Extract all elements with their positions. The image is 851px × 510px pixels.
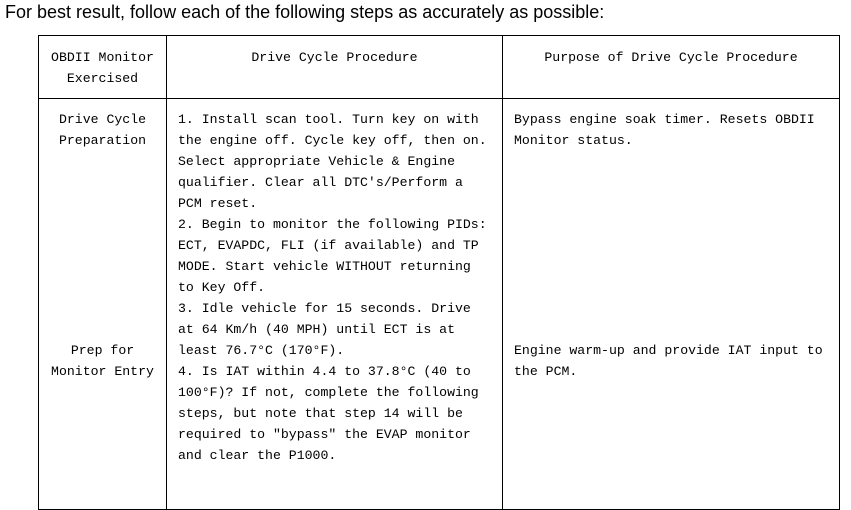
- header-monitor-line2: Exercised: [66, 71, 139, 86]
- procedure-line: MODE. Start vehicle WITHOUT returning: [178, 259, 471, 274]
- procedure-line: required to "bypass" the EVAP monitor: [178, 427, 471, 442]
- header-monitor: [39, 36, 167, 99]
- header-monitor-line1: OBDII Monitor: [51, 50, 154, 65]
- monitor-cell: [39, 99, 167, 510]
- monitor-0-line2: Preparation: [58, 133, 147, 148]
- header-purpose-label: Purpose of Drive Cycle Procedure: [544, 50, 798, 65]
- intro-text: For best result, follow each of the following steps as accurately as possible:: [5, 2, 605, 22]
- purpose-1-line2: the PCM.: [514, 364, 578, 379]
- monitor-1-line2: Monitor Entry: [51, 364, 154, 379]
- table-row: [39, 99, 840, 510]
- purpose-cell: [503, 99, 840, 510]
- header-purpose: [503, 36, 840, 99]
- procedure-line: 1. Install scan tool. Turn key on with: [178, 112, 479, 127]
- procedure-line: ECT, EVAPDC, FLI (if available) and TP: [178, 238, 479, 253]
- procedure-line: at 64 Km/h (40 MPH) until ECT is at: [178, 322, 455, 337]
- procedure-line: 3. Idle vehicle for 15 seconds. Drive: [178, 301, 471, 316]
- header-procedure: [167, 36, 503, 99]
- procedure-line: 2. Begin to monitor the following PIDs:: [178, 217, 487, 232]
- procedure-line: Select appropriate Vehicle & Engine: [178, 154, 455, 169]
- header-row: [39, 36, 840, 99]
- procedure-cell: [167, 99, 503, 510]
- monitor-0-line1: Drive Cycle: [58, 112, 147, 127]
- procedure-line: 4. Is IAT within 4.4 to 37.8°C (40 to: [178, 364, 471, 379]
- drive-cycle-table: [38, 35, 840, 510]
- header-procedure-label: Drive Cycle Procedure: [251, 50, 418, 65]
- purpose-0-line1: Bypass engine soak timer. Resets OBDII: [514, 112, 815, 127]
- purpose-0-line2: Monitor status.: [514, 133, 633, 148]
- procedure-line: and clear the P1000.: [178, 448, 337, 463]
- procedure-line: least 76.7°C (170°F).: [178, 343, 345, 358]
- procedure-line: PCM reset.: [178, 196, 258, 211]
- procedure-line: 100°F)? If not, complete the following: [178, 385, 479, 400]
- procedure-line: the engine off. Cycle key off, then on.: [178, 133, 487, 148]
- procedure-line: to Key Off.: [178, 280, 266, 295]
- procedure-line: steps, but note that step 14 will be: [178, 406, 463, 421]
- purpose-1-line1: Engine warm-up and provide IAT input to: [514, 343, 823, 358]
- monitor-1-line1: Prep for: [70, 343, 135, 358]
- procedure-line: qualifier. Clear all DTC's/Perform a: [178, 175, 463, 190]
